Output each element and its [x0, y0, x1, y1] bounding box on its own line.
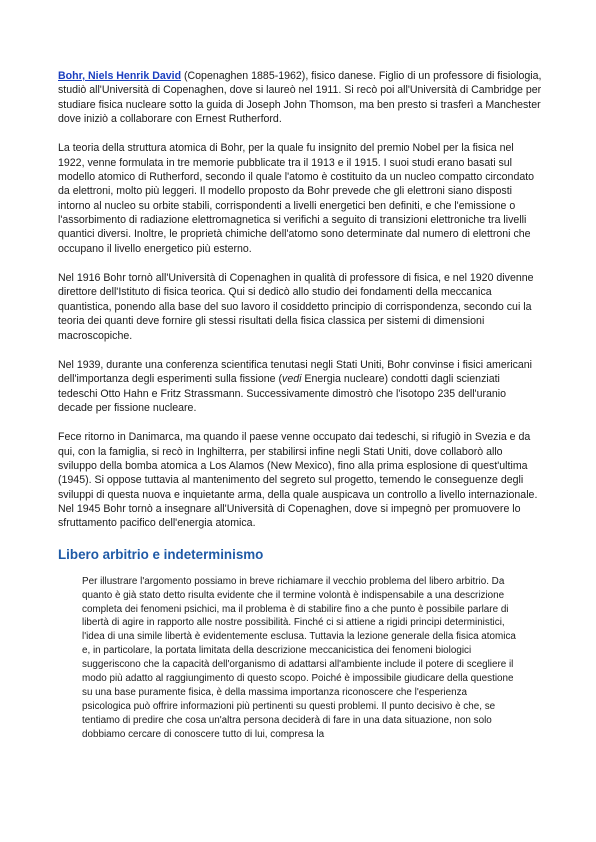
paragraph-atomic-theory: La teoria della struttura atomica di Bohr, per la quale fu insignito del premio Nobel per la fisica nel 1922, venne formulata in tre memorie pubblicate tra il 1913 e il 1915. I suoi studi erano basati sul modello atomico di Rutherford, secondo il quale l'atomo è costituito da un nucleo compatto circondato da elettroni, molto più leggeri. Il modello proposto da Bohr prevede che gli elettroni siano disposti intorno al nucleo su orbite stabili, corrispondenti a livelli energetici ben definiti, e che l'emissione o l'assorbimento di radiazione elettromagnetica si verifichi a seguito di transizioni elettroniche tra livelli quantici diversi. Inoltre, le proprietà chimiche dell'atomo sono determinate dal numero di elettroni che occupano il livello energetico più esterno. [58, 142, 535, 255]
article [58, 69, 542, 742]
paragraph-fission [58, 358, 542, 415]
paragraph-fission-text-2: Energia nucleare) condotti dagli scienziati tedeschi Otto Hahn e Fritz Strassmann. Successivamente dimostrò che l'isotopo 235 dell'uranio decade per fissione nucleare. [58, 373, 507, 414]
bohr-name-link[interactable]: Bohr, Niels Henrik David [58, 70, 182, 82]
paragraph-copenhagen: Nel 1916 Bohr tornò all'Università di Copenaghen in qualità di professore di fisica, e nel 1920 divenne direttore dell'Istituto di fisica teorica. Qui si dedicò allo studio dei fondamenti della meccanica quantistica, ponendo alla base del suo lavoro il cosiddetto principio di corrispondenza, secondo cui la teoria dei quanti deve fornire gli stessi risultati della fisica classica per sistemi di dimensioni macroscopiche. [58, 272, 534, 342]
vedi-italic: vedi [282, 373, 302, 386]
quote-block: Per illustrare l'argomento possiamo in breve richiamare il vecchio problema del libero arbitrio. Da quanto è già stato detto risulta evidente che il termine volontà è indispensabile a una descrizione completa dei fenomeni psichici, ma il problema è di stabilire fino a che punto è possibile parlare di libertà di agire in rapporto alle nostre possibilità. Finché ci si attiene a rigidi principi deterministici, l'idea di una simile libertà è evidentemente esclusa. Tuttavia la lezione generale della fisica atomica e, in particolare, la portata limitata della descrizione meccanicistica dei fenomeni biologici suggeriscono che la capacità dell'organismo di adattarsi all'ambiente include il potere di scegliere il modo più adatto al raggiungimento di questo scopo. Poiché è impossibile giudicare della questione su una base puramente fisica, è della massima importanza riconoscere che l'esperienza psicologica può offrire informazioni più pertinenti su questi problemi. Il punto decisivo è che, se tentiamo di predire che cosa un'altra persona deciderà di fare in una data situazione, non solo dobbiamo cercare di conoscere tutto di lui, compresa la [82, 575, 516, 741]
paragraph-war: Fece ritorno in Danimarca, ma quando il paese venne occupato dai tedeschi, si rifugiò in Svezia e da qui, con la famiglia, si recò in Inghilterra, per stabilirsi infine negli Stati Uniti, dove collaborò allo sviluppo della bomba atomica a Los Alamos (New Mexico), fino alla prima esplosione di quest'ultima (1945). Si oppose tuttavia al mantenimento del segreto sul progetto, temendo le conseguenze degli sviluppi di questa nuova e inquietante arma, della quale auspicava un controllo a livello internazionale. Nel 1945 Bohr tornò a insegnare all'Università di Copenaghen, dove si impegnò per promuovere lo sfruttamento pacifico dell'energia atomica. [58, 431, 538, 530]
paragraph-intro-text: (Copenaghen 1885-1962), fisico danese. Figlio di un professore di fisiologia, studiò all'Università di Copenaghen, dove si laureò nel 1911. Si recò poi all'Università di Cambridge per studiare fisica nucleare sotto la guida di Joseph John Thomson, ma ben presto si trasferì a Manchester dove iniziò a collaborare con Ernest Rutherford. [58, 70, 542, 126]
paragraph-fission-text-1: Nel 1939, durante una conferenza scientifica tenutasi negli Stati Uniti, Bohr convinse i fisici americani dell'importanza degli esperimenti sulla fissione ( [58, 358, 533, 386]
section-heading: Libero arbitrio e indeterminismo [58, 546, 264, 562]
paragraph-intro [58, 69, 542, 126]
